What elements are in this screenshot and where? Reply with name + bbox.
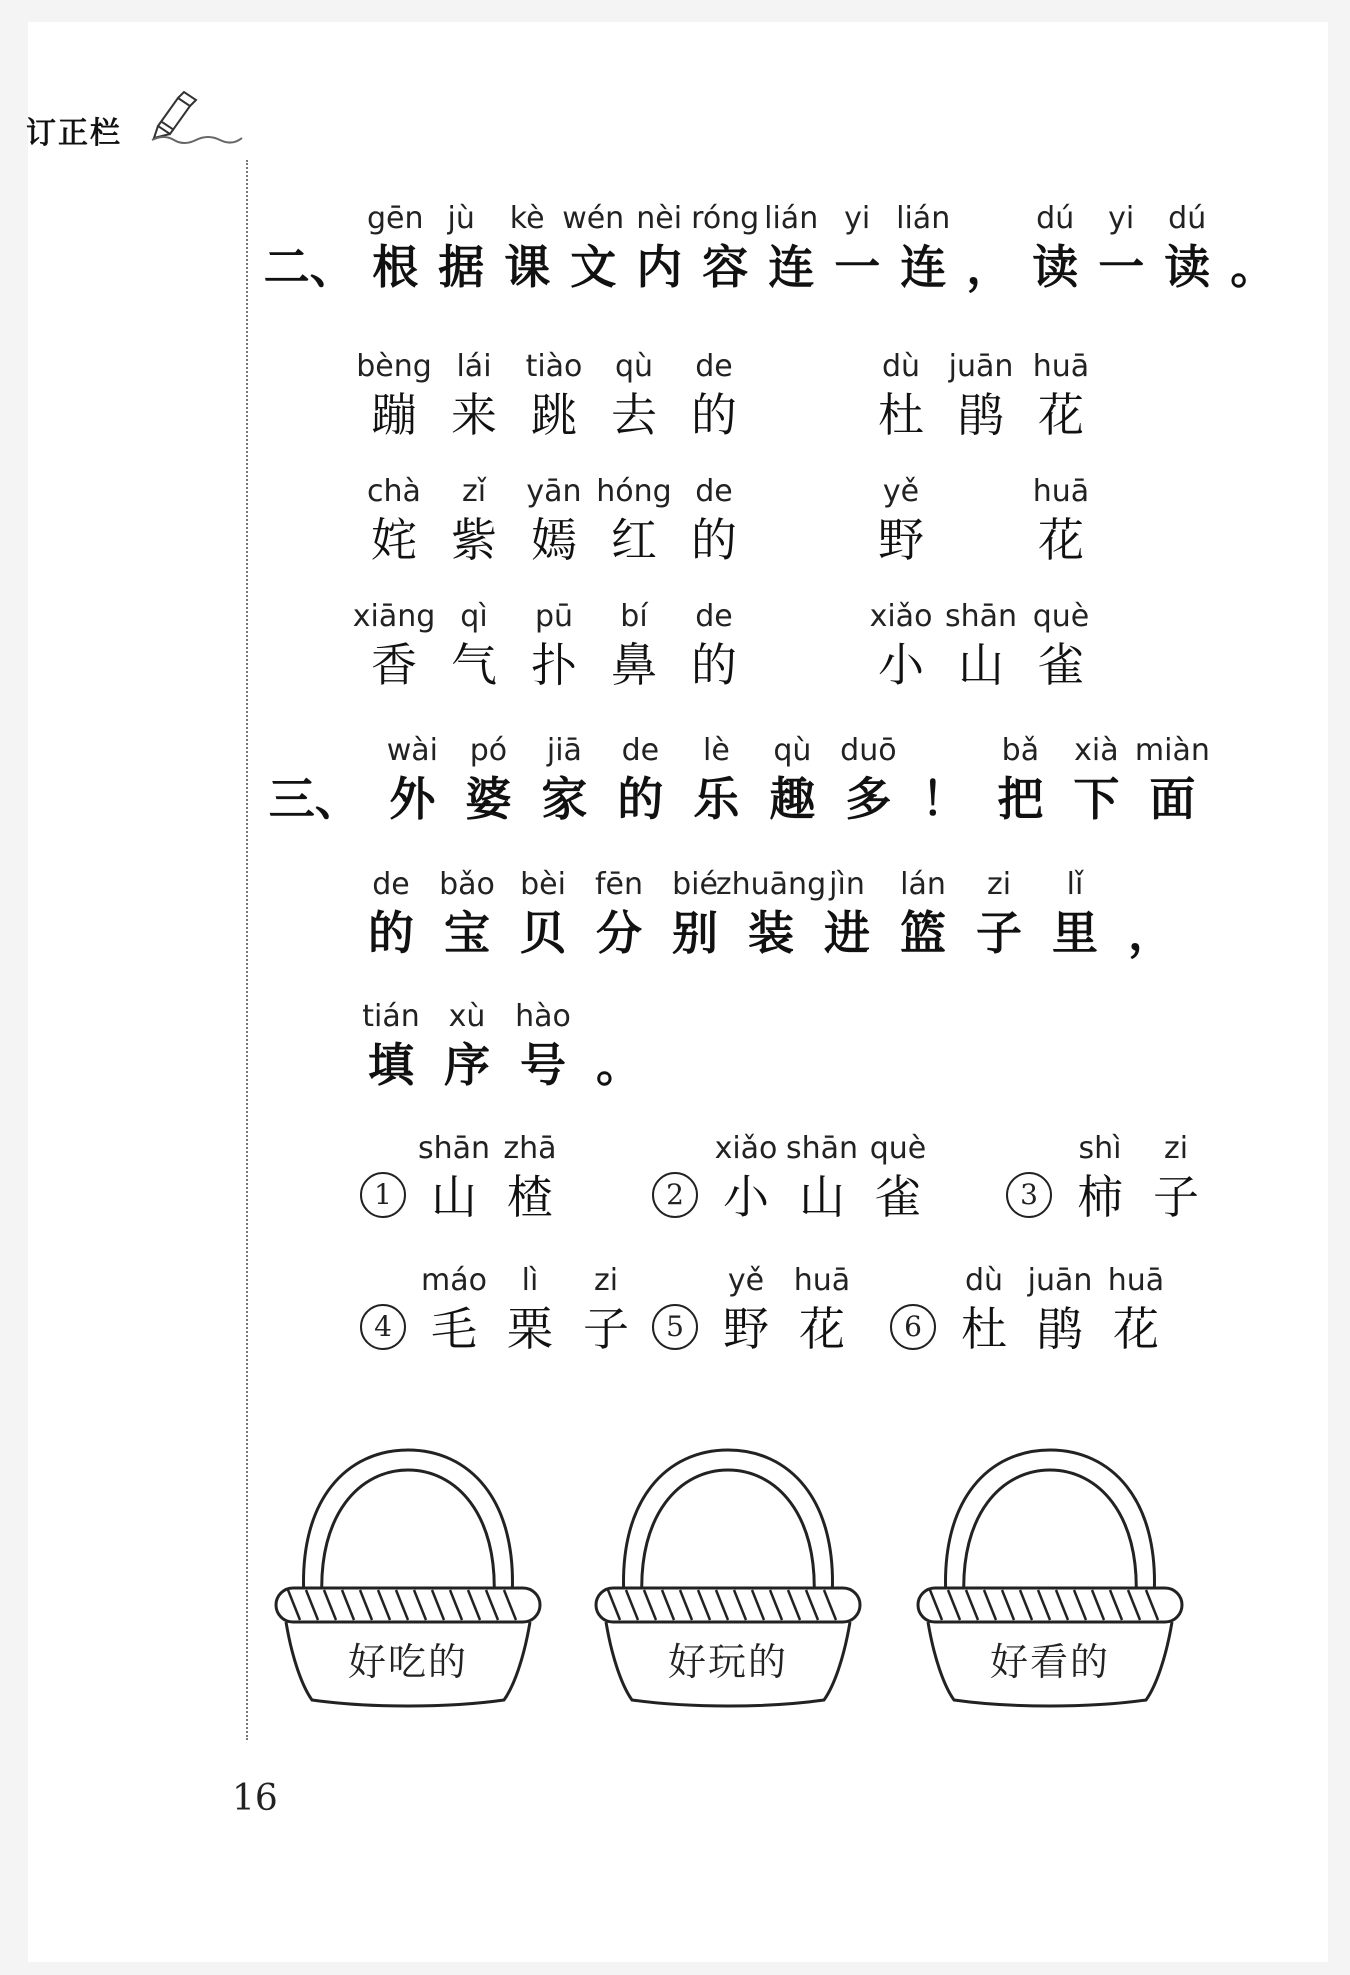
pinyin: lǐ	[1066, 867, 1084, 902]
item-chestnut	[360, 1262, 650, 1358]
pinyin: kè	[509, 201, 545, 236]
char-cell	[682, 348, 746, 444]
char-cell	[602, 598, 666, 694]
pinyin: wén	[562, 201, 625, 236]
hanzi: 山	[958, 638, 1004, 692]
hanzi: 花	[1038, 513, 1084, 567]
pinyin: dù	[964, 1263, 1004, 1298]
hanzi: 填	[368, 1038, 414, 1092]
pinyin: qù	[614, 349, 654, 384]
hanzi: 的	[368, 906, 414, 960]
hanzi: 读	[1164, 240, 1211, 294]
pinyin: lán	[900, 867, 946, 902]
hanzi: 乐	[693, 772, 740, 826]
match-left-item[interactable]	[362, 473, 762, 569]
pinyin: de	[372, 867, 410, 902]
pinyin: hóng	[596, 474, 672, 509]
char-cell	[870, 598, 932, 694]
char-cell	[1104, 1262, 1168, 1358]
char-cell	[989, 732, 1051, 828]
pinyin: yě	[727, 1263, 765, 1298]
hanzi: 蹦	[371, 388, 417, 442]
hanzi: 山	[431, 1170, 477, 1224]
pinyin: shān	[944, 599, 1018, 634]
basket-fun[interactable]	[588, 1428, 868, 1718]
hanzi: 的	[691, 513, 737, 567]
hanzi: 宝	[444, 906, 490, 960]
hanzi: 鹃	[1037, 1302, 1083, 1356]
pinyin: róng	[691, 201, 760, 236]
hanzi: 鹃	[958, 388, 1004, 442]
hanzi: 气	[451, 638, 497, 692]
hanzi: 一	[1098, 240, 1145, 294]
char-cell	[1134, 732, 1210, 828]
hanzi: 野	[878, 513, 924, 567]
hanzi: 紫	[451, 513, 497, 567]
hanzi: 把	[997, 772, 1044, 826]
char-cell	[436, 998, 498, 1094]
hanzi: 小	[723, 1170, 769, 1224]
char-cell	[588, 998, 650, 1094]
char-cell	[362, 473, 426, 569]
char-cell	[761, 732, 823, 828]
char-cell	[763, 200, 819, 296]
pinyin: juān	[1027, 1263, 1093, 1298]
char-cell	[588, 866, 650, 962]
pinyin: zhā	[503, 1131, 557, 1166]
char-cell	[609, 732, 671, 828]
pinyin: de	[695, 474, 733, 509]
hanzi: 香	[371, 638, 417, 692]
item-number-badge: 3	[1006, 1172, 1052, 1218]
pinyin: pó	[469, 733, 508, 768]
hanzi: 野	[723, 1302, 769, 1356]
char-cell	[522, 348, 586, 444]
char-cell	[913, 732, 975, 828]
pinyin: tián	[362, 999, 420, 1034]
char-cell	[422, 1262, 486, 1358]
hanzi: 课	[504, 240, 551, 294]
char-cell	[952, 1262, 1016, 1358]
hanzi: ！	[921, 772, 968, 826]
char-cell	[457, 732, 519, 828]
char-cell	[417, 1130, 491, 1226]
pinyin: zi	[1163, 1131, 1189, 1166]
char-cell	[829, 200, 885, 296]
hanzi: 文	[570, 240, 617, 294]
char-cell	[522, 473, 586, 569]
hanzi: 二、	[263, 240, 356, 294]
char-cell	[870, 473, 932, 569]
char-cell	[352, 598, 436, 694]
pinyin: de	[621, 733, 660, 768]
item-azalea	[890, 1262, 1180, 1358]
char-cell	[498, 1262, 562, 1358]
char-cell	[950, 348, 1012, 444]
hanzi: 多	[845, 772, 892, 826]
hanzi: 连	[900, 240, 947, 294]
hanzi: ，	[966, 240, 1013, 294]
pinyin: qù	[773, 733, 812, 768]
pinyin: huā	[1032, 349, 1090, 384]
pinyin: gēn	[366, 201, 424, 236]
pinyin: pū	[534, 599, 574, 634]
hanzi: 的	[617, 772, 664, 826]
char-cell	[892, 866, 954, 962]
pinyin: lián	[896, 201, 951, 236]
char-cell	[381, 732, 443, 828]
char-cell	[1093, 200, 1149, 296]
char-cell	[866, 1130, 930, 1226]
hanzi: 栗	[507, 1302, 553, 1356]
hanzi: 山	[799, 1170, 845, 1224]
hanzi: 的	[691, 638, 737, 692]
hanzi: 面	[1149, 772, 1196, 826]
hanzi: 红	[611, 513, 657, 567]
hanzi: 内	[636, 240, 683, 294]
hanzi: 贝	[520, 906, 566, 960]
pinyin: xià	[1074, 733, 1119, 768]
hanzi: 扑	[531, 638, 577, 692]
item-number-badge: 2	[652, 1172, 698, 1218]
hanzi: 花	[799, 1302, 845, 1356]
hanzi: 连	[768, 240, 815, 294]
char-cell	[837, 732, 899, 828]
char-cell	[714, 1262, 778, 1358]
item-hawthorn	[360, 1130, 574, 1226]
hanzi: 根	[372, 240, 419, 294]
section3-title	[262, 732, 1217, 828]
hanzi: 读	[1032, 240, 1079, 294]
hanzi: 进	[824, 906, 870, 960]
hanzi: 去	[611, 388, 657, 442]
page-number: 16	[232, 1778, 278, 1819]
char-cell	[436, 866, 498, 962]
char-cell	[714, 1130, 778, 1226]
hanzi: 花	[1038, 388, 1084, 442]
section3-instruction-line2	[360, 866, 1196, 962]
item-number-badge: 4	[360, 1304, 406, 1350]
pinyin: jù	[447, 201, 475, 236]
char-cell	[574, 1262, 638, 1358]
basket-label: 好看的	[989, 1640, 1110, 1684]
hanzi: 子	[1153, 1170, 1199, 1224]
pinyin: lái	[456, 349, 492, 384]
hanzi: ，	[1128, 906, 1174, 960]
char-cell	[499, 200, 555, 296]
hanzi: 杜	[961, 1302, 1007, 1356]
pinyin: yi	[844, 201, 871, 236]
char-cell	[602, 348, 666, 444]
pinyin: lì	[521, 1263, 539, 1298]
pinyin: tiào	[525, 349, 583, 384]
pinyin: zhuāng	[715, 867, 827, 902]
hanzi: 子	[583, 1302, 629, 1356]
hanzi: 跳	[531, 388, 577, 442]
pinyin: zi	[986, 867, 1012, 902]
char-cell	[1027, 200, 1083, 296]
pinyin: bié	[672, 867, 718, 902]
hanzi: 容	[702, 240, 749, 294]
char-cell	[1028, 1262, 1092, 1358]
char-cell	[691, 200, 760, 296]
pinyin: chà	[367, 474, 421, 509]
char-cell	[262, 200, 357, 296]
char-cell	[262, 732, 367, 828]
pinyin: miàn	[1134, 733, 1210, 768]
char-cell	[360, 866, 422, 962]
hanzi: 别	[672, 906, 718, 960]
pinyin: yi	[1108, 201, 1135, 236]
char-cell	[522, 598, 586, 694]
hanzi: 婆	[465, 772, 512, 826]
char-cell	[360, 998, 422, 1094]
pinyin: huā	[1107, 1263, 1165, 1298]
char-cell	[961, 200, 1017, 296]
pinyin: jìn	[829, 867, 865, 902]
char-cell	[498, 1130, 562, 1226]
pencil-icon	[150, 88, 245, 148]
char-cell	[442, 598, 506, 694]
char-cell	[685, 732, 747, 828]
pinyin: què	[869, 1131, 927, 1166]
char-cell	[356, 348, 432, 444]
char-cell	[1030, 348, 1092, 444]
pinyin: zǐ	[461, 474, 487, 509]
hanzi: 外	[389, 772, 436, 826]
hanzi: 柿	[1077, 1170, 1123, 1224]
hanzi: 三、	[268, 772, 361, 826]
hanzi: 据	[438, 240, 485, 294]
pinyin: huā	[793, 1263, 851, 1298]
correction-column-label: 订正栏	[26, 116, 122, 151]
pinyin: yě	[882, 474, 920, 509]
char-cell	[562, 200, 625, 296]
pinyin: xiǎo	[869, 599, 933, 634]
char-cell	[1144, 1130, 1208, 1226]
hanzi: 里	[1052, 906, 1098, 960]
pinyin: nèi	[636, 201, 683, 236]
hanzi: 序	[444, 1038, 490, 1092]
hanzi: 小	[878, 638, 924, 692]
char-cell	[682, 473, 746, 569]
char-cell	[1030, 473, 1092, 569]
hanzi: 分	[596, 906, 642, 960]
pinyin: bèng	[356, 349, 432, 384]
pinyin: qì	[460, 599, 488, 634]
pinyin: xiǎo	[714, 1131, 778, 1166]
hanzi: 一	[834, 240, 881, 294]
char-cell	[682, 598, 746, 694]
pinyin: lè	[702, 733, 730, 768]
char-cell	[1225, 200, 1281, 296]
pinyin: dù	[881, 349, 921, 384]
hanzi: 子	[976, 906, 1022, 960]
char-cell	[715, 866, 827, 962]
hanzi: 来	[451, 388, 497, 442]
char-cell	[596, 473, 672, 569]
char-cell	[895, 200, 951, 296]
hanzi: 楂	[507, 1170, 553, 1224]
hanzi: 。	[596, 1038, 642, 1092]
pinyin: máo	[421, 1263, 487, 1298]
pinyin: fēn	[594, 867, 644, 902]
hanzi: 嫣	[531, 513, 577, 567]
basket-label: 好吃的	[347, 1640, 468, 1684]
char-cell	[1159, 200, 1215, 296]
section3-instruction-line3	[360, 998, 664, 1094]
char-cell	[433, 200, 489, 296]
hanzi: 杜	[878, 388, 924, 442]
hanzi: 。	[1230, 240, 1277, 294]
item-little-sparrow	[652, 1130, 942, 1226]
pinyin: dú	[1036, 201, 1075, 236]
char-cell	[950, 531, 1012, 569]
item-number-badge: 5	[652, 1304, 698, 1350]
pinyin: huā	[1032, 474, 1090, 509]
hanzi: 家	[541, 772, 588, 826]
pinyin: què	[1032, 599, 1090, 634]
char-cell	[944, 598, 1018, 694]
pinyin: bǎo	[439, 867, 495, 902]
section2-title	[262, 200, 1291, 296]
char-cell	[367, 200, 423, 296]
basket-label: 好玩的	[667, 1640, 788, 1684]
char-cell	[1030, 598, 1092, 694]
basket-pretty[interactable]	[910, 1428, 1190, 1718]
char-cell	[785, 1130, 859, 1226]
pinyin: de	[695, 599, 733, 634]
pinyin: jiā	[546, 733, 582, 768]
hanzi: 的	[691, 388, 737, 442]
pinyin: shān	[417, 1131, 491, 1166]
hanzi: 花	[1113, 1302, 1159, 1356]
pinyin: yān	[526, 474, 582, 509]
pinyin: zi	[593, 1263, 619, 1298]
match-left-item[interactable]	[356, 348, 762, 444]
pinyin: wài	[386, 733, 439, 768]
char-cell	[1120, 866, 1182, 962]
hanzi: 毛	[431, 1302, 477, 1356]
pinyin: duō	[840, 733, 897, 768]
match-right-item[interactable]	[870, 598, 1110, 694]
pinyin: hào	[515, 999, 571, 1034]
pinyin: dú	[1168, 201, 1207, 236]
match-left-item[interactable]	[352, 598, 762, 694]
char-cell	[512, 998, 574, 1094]
pinyin: shì	[1078, 1131, 1122, 1166]
hanzi: 下	[1073, 772, 1120, 826]
char-cell	[1068, 1130, 1132, 1226]
hanzi: 雀	[875, 1170, 921, 1224]
pinyin: juān	[948, 349, 1014, 384]
pinyin: bí	[620, 599, 648, 634]
match-right-item[interactable]	[870, 473, 1110, 569]
correction-divider	[246, 160, 248, 1740]
char-cell	[1044, 866, 1106, 962]
pinyin: shān	[785, 1131, 859, 1166]
hanzi: 鼻	[611, 638, 657, 692]
item-number-badge: 6	[890, 1304, 936, 1350]
pinyin: bǎ	[1001, 733, 1040, 768]
pinyin: bèi	[520, 867, 566, 902]
hanzi: 雀	[1038, 638, 1084, 692]
char-cell	[442, 473, 506, 569]
item-wildflower	[652, 1262, 866, 1358]
char-cell	[631, 200, 687, 296]
char-cell	[442, 348, 506, 444]
item-persimmon	[1006, 1130, 1220, 1226]
match-right-item[interactable]	[870, 348, 1110, 444]
char-cell	[790, 1262, 854, 1358]
pinyin: xù	[448, 999, 486, 1034]
basket-tasty[interactable]	[268, 1428, 548, 1718]
char-cell	[533, 732, 595, 828]
pinyin: lián	[764, 201, 819, 236]
hanzi: 姹	[371, 513, 417, 567]
hanzi: 号	[520, 1038, 566, 1092]
char-cell	[512, 866, 574, 962]
hanzi: 趣	[769, 772, 816, 826]
char-cell	[870, 348, 932, 444]
item-number-badge: 1	[360, 1172, 406, 1218]
char-cell	[968, 866, 1030, 962]
hanzi: 装	[748, 906, 794, 960]
char-cell	[1065, 732, 1127, 828]
pinyin: de	[695, 349, 733, 384]
hanzi: 篮	[900, 906, 946, 960]
pinyin: xiāng	[352, 599, 436, 634]
char-cell	[816, 866, 878, 962]
